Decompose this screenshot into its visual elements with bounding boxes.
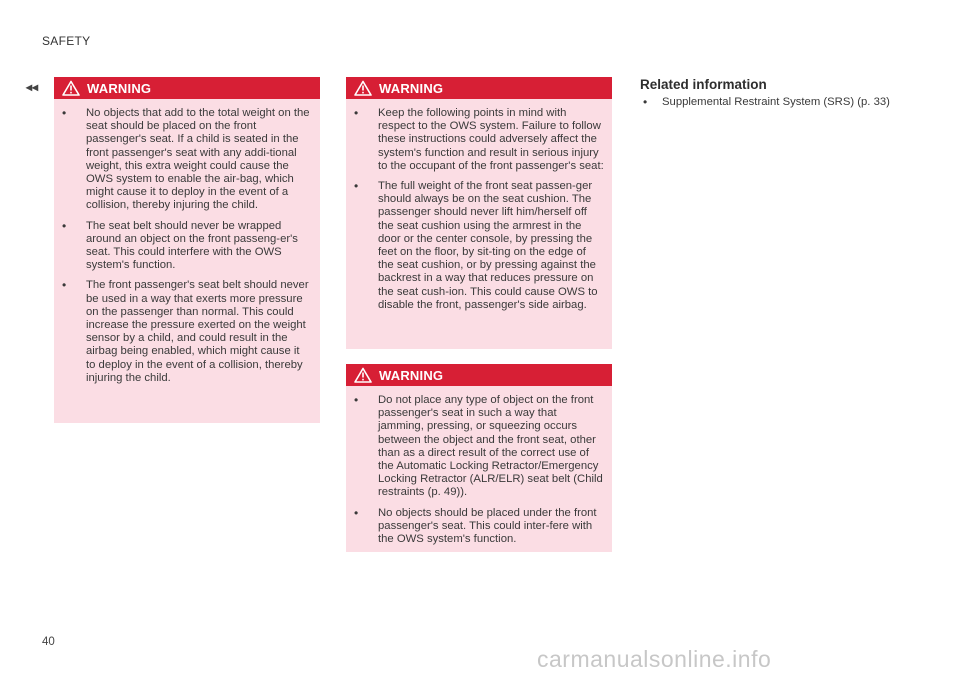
page-number: 40 [42,636,55,648]
warning-header [54,77,320,99]
warning-box-1 [54,77,320,423]
related-information [640,77,910,109]
warning-header [346,364,612,386]
warning-triangle-icon [354,367,372,383]
related-list [640,96,910,109]
warning-list [54,99,320,398]
warning-box-3 [346,364,612,552]
warning-triangle-icon [354,80,372,96]
warning-triangle-icon [62,80,80,96]
warning-title: WARNING [87,80,152,96]
warning-title: WARNING [379,80,444,96]
related-link[interactable]: • Supplemental Restraint System (SRS) (p. 33) [640,96,910,109]
warning-list [346,99,612,325]
warning-box-2 [346,77,612,349]
watermark: carmanualsonline.info [537,646,772,672]
list-item: • The seat belt should never be wrapped around an object on the front passeng-er's seat. This could interfere with the OWS system's function. [54,220,312,273]
warning-header [346,77,612,99]
list-item: • Keep the following points in mind with respect to the OWS system. Failure to follow these instructions could adversely affect the system's function and result in serious injury to the occupant of the front passenger's seat: [346,107,604,173]
related-title: Related information [640,77,767,92]
list-item: • Do not place any type of object on the front passenger's seat in such a way that jamming, pressing, or squeezing occurs between the object and the front seat, other than as a direct result of the correct use of the Automatic Locking Retractor/Emergency Locking Retractor (ALR/ELR) seat belt (Child restraints (p. 49)). [346,394,604,500]
list-item: • No objects should be placed under the front passenger's seat. This could inter-fere with the OWS system's function. [346,507,604,547]
list-item: • The full weight of the front seat passen-ger should always be on the seat cushion. The passenger should never lift him/herself off the seat cushion using the armrest in the door or the center console, by pressing the feet on the floor, by sit-ting on the edge of the seat cushion, or by pressing against the backrest in a way that reduces pressure on the seat cush-ion. This could cause OWS to disable the front, passenger's side airbag. [346,180,604,312]
warning-title: WARNING [379,367,444,383]
warning-list [346,386,612,559]
list-item: • The front passenger's seat belt should never be used in a way that exerts more pressure on the passenger than normal. This could increase the pressure exerted on the weight sensor by a child, and could result in the airbag being enabled, which might cause it to deploy in the event of a collision, thereby injuring the child. [54,279,312,385]
back-arrows-icon[interactable]: ◂◂ [26,80,39,94]
section-header: SAFETY [42,34,91,48]
list-item: • No objects that add to the total weight on the seat should be placed on the front passenger's seat. If a child is seated in the front passenger's seat with any addi-tional weight, this extra weight could cause the OWS system to enable the air-bag, which might cause it to deploy in the event of a collision, thereby injuring the child. [54,107,312,213]
